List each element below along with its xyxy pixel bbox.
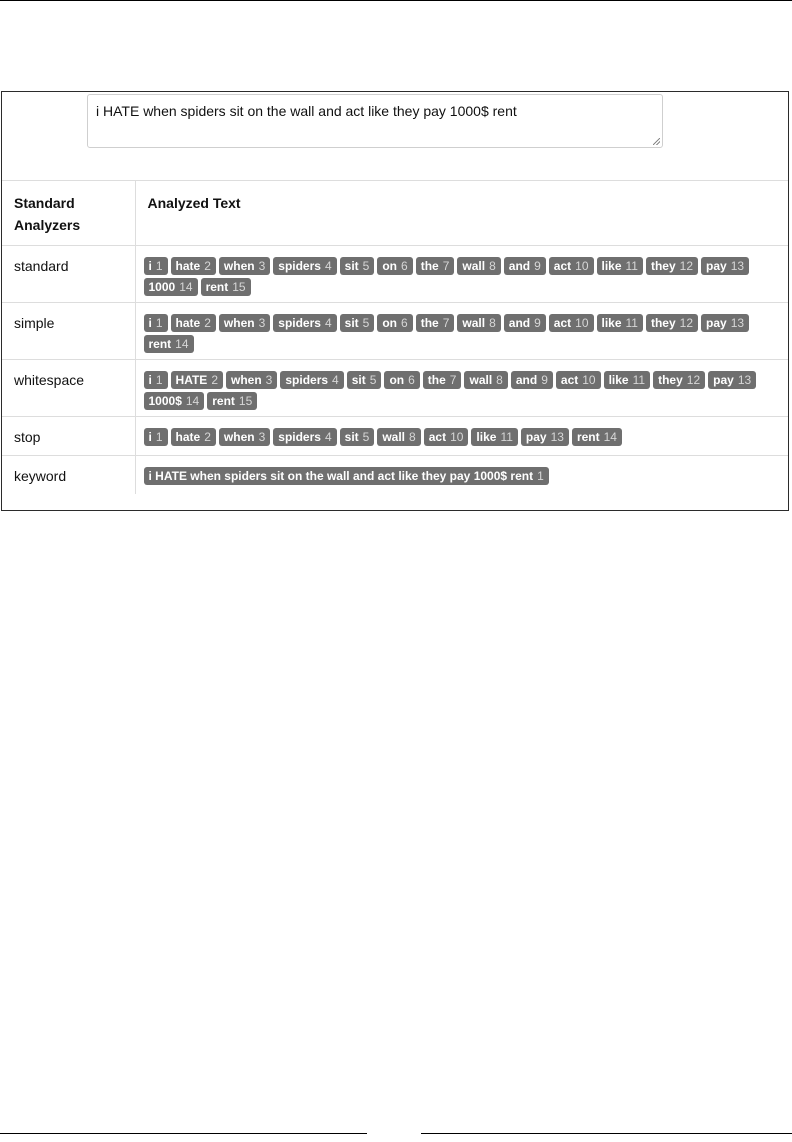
token-text: when: [223, 316, 255, 330]
token-badge: [701, 314, 749, 332]
token-position: 7: [442, 259, 450, 273]
token-position: 9: [541, 373, 548, 387]
analyzed-tokens-cell: [135, 456, 788, 495]
table-row: [2, 456, 788, 495]
analyzer-name: stop: [2, 417, 135, 456]
token-text: i: [148, 259, 152, 273]
token-text: pay: [706, 316, 727, 330]
token-badge: [273, 428, 336, 446]
token-badge: [171, 428, 216, 446]
analyzed-tokens-cell: [135, 303, 788, 360]
token-text: on: [382, 316, 398, 330]
token-badge: [646, 257, 698, 275]
token-text: rent: [212, 394, 235, 408]
analyzer-results-table: [2, 180, 788, 494]
token-position: 12: [686, 373, 701, 387]
token-badge: [384, 371, 419, 389]
token-position: 10: [575, 259, 589, 273]
token-position: 2: [204, 316, 211, 330]
token-text: rent: [576, 430, 600, 444]
token-position: 5: [362, 430, 370, 444]
token-badge: [219, 314, 270, 332]
token-badge: [144, 314, 168, 332]
token-text: sit: [344, 316, 359, 330]
token-badge: [280, 371, 343, 389]
token-position: 8: [496, 373, 503, 387]
token-badge: [464, 371, 507, 389]
token-position: 2: [211, 373, 218, 387]
token-position: 5: [369, 373, 377, 387]
token-badge: [457, 257, 500, 275]
token-position: 4: [324, 430, 332, 444]
token-position: 14: [175, 337, 189, 351]
token-badge: [219, 257, 270, 275]
analyzer-name: whitespace: [2, 360, 135, 417]
token-badge: [653, 371, 705, 389]
token-badge: [572, 428, 622, 446]
analyzed-tokens-cell: [135, 246, 788, 303]
resize-handle-icon[interactable]: [653, 138, 660, 145]
token-badge: [556, 371, 601, 389]
token-text: act: [553, 316, 572, 330]
token-position: 13: [730, 316, 745, 330]
token-text: spiders: [285, 373, 329, 387]
token-badge: [511, 371, 553, 389]
token-position: 14: [603, 430, 617, 444]
token-text: i: [148, 430, 152, 444]
token-position: 14: [179, 280, 193, 294]
token-badge: [597, 257, 643, 275]
token-text: hate: [175, 316, 201, 330]
token-badge: [144, 467, 549, 485]
token-badge: [144, 392, 205, 410]
token-text: hate: [175, 430, 201, 444]
token-text: when: [223, 430, 255, 444]
token-badge: [171, 371, 223, 389]
table-header-row: [2, 181, 788, 246]
token-position: 1: [155, 316, 163, 330]
token-text: sit: [351, 373, 366, 387]
analyze-text-input[interactable]: [87, 94, 663, 148]
token-position: 13: [550, 430, 564, 444]
token-text: the: [427, 373, 446, 387]
token-text: pay: [713, 373, 734, 387]
token-badge: [219, 428, 270, 446]
token-badge: [504, 257, 546, 275]
token-badge: [521, 428, 569, 446]
token-badge: [144, 335, 194, 353]
token-badge: [144, 257, 168, 275]
token-text: on: [382, 259, 398, 273]
token-text: and: [508, 316, 531, 330]
token-badge: [171, 257, 216, 275]
token-position: 11: [625, 316, 638, 330]
token-position: 3: [265, 373, 273, 387]
token-text: i HATE when spiders sit on the wall and act like they pay 1000$ rent: [148, 469, 534, 483]
token-position: 13: [730, 259, 745, 273]
token-text: hate: [175, 259, 201, 273]
token-position: 11: [500, 430, 513, 444]
token-text: i: [148, 316, 152, 330]
token-text: HATE: [175, 373, 208, 387]
token-text: spiders: [278, 259, 321, 273]
token-position: 3: [258, 430, 266, 444]
analyzer-name: standard: [2, 246, 135, 303]
token-badge: [377, 257, 412, 275]
analyze-text-value: i HATE when spiders sit on the wall and act like they pay 1000$ rent: [96, 103, 517, 119]
token-list: [144, 257, 781, 296]
token-position: 6: [401, 259, 408, 273]
token-text: act: [560, 373, 579, 387]
token-position: 6: [408, 373, 415, 387]
table-row: [2, 246, 788, 303]
token-text: the: [420, 259, 439, 273]
token-badge: [340, 428, 375, 446]
token-position: 12: [679, 316, 694, 330]
token-badge: [597, 314, 643, 332]
table-row: [2, 417, 788, 456]
token-badge: [471, 428, 517, 446]
token-text: i: [148, 373, 152, 387]
token-text: spiders: [278, 430, 321, 444]
analyzed-tokens-cell: [135, 417, 788, 456]
token-badge: [144, 371, 168, 389]
token-position: 3: [258, 259, 266, 273]
token-badge: [273, 314, 336, 332]
token-badge: [377, 428, 420, 446]
token-position: 5: [362, 316, 370, 330]
token-badge: [201, 278, 251, 296]
token-list: [144, 467, 781, 485]
token-position: 15: [238, 394, 253, 408]
token-text: they: [650, 259, 676, 273]
token-badge: [377, 314, 412, 332]
footer-rule-right: [421, 1133, 792, 1134]
token-badge: [708, 371, 756, 389]
token-position: 12: [679, 259, 694, 273]
token-badge: [604, 371, 650, 389]
token-text: rent: [148, 337, 172, 351]
token-list: [144, 314, 781, 353]
token-text: when: [223, 259, 255, 273]
token-text: rent: [205, 280, 229, 294]
token-position: 7: [442, 316, 450, 330]
token-position: 8: [409, 430, 416, 444]
token-position: 1: [155, 259, 163, 273]
token-text: pay: [525, 430, 547, 444]
token-text: like: [608, 373, 629, 387]
token-text: like: [601, 259, 622, 273]
token-position: 6: [401, 316, 408, 330]
token-position: 2: [204, 259, 211, 273]
token-text: sit: [344, 430, 359, 444]
token-badge: [549, 314, 594, 332]
token-list: [144, 371, 781, 410]
analyzed-tokens-cell: [135, 360, 788, 417]
token-position: 9: [534, 259, 541, 273]
analyzer-name: simple: [2, 303, 135, 360]
token-badge: [549, 257, 594, 275]
token-position: 13: [737, 373, 752, 387]
token-badge: [423, 371, 462, 389]
token-position: 4: [324, 316, 332, 330]
token-badge: [144, 428, 168, 446]
token-badge: [340, 257, 375, 275]
analyzer-panel: [1, 91, 789, 511]
token-position: 11: [632, 373, 646, 387]
token-text: 1000: [148, 280, 176, 294]
token-badge: [207, 392, 257, 410]
token-badge: [416, 257, 455, 275]
token-text: 1000$: [148, 394, 182, 408]
token-text: and: [508, 259, 531, 273]
token-position: 10: [450, 430, 464, 444]
token-position: 1: [155, 430, 163, 444]
token-badge: [646, 314, 698, 332]
token-position: 5: [362, 259, 370, 273]
token-position: 8: [489, 259, 496, 273]
token-text: on: [389, 373, 405, 387]
token-position: 3: [258, 316, 266, 330]
token-position: 4: [332, 373, 339, 387]
token-badge: [424, 428, 469, 446]
token-text: sit: [344, 259, 359, 273]
token-badge: [273, 257, 336, 275]
token-text: pay: [706, 259, 727, 273]
token-text: when: [231, 373, 262, 387]
token-badge: [416, 314, 455, 332]
token-text: the: [420, 316, 439, 330]
page-top-rule: [0, 0, 792, 1]
header-standard-analyzers: Standard Analyzers: [2, 181, 135, 246]
token-position: 8: [489, 316, 496, 330]
table-row: [2, 303, 788, 360]
header-analyzed-text: Analyzed Text: [135, 181, 788, 246]
token-badge: [347, 371, 382, 389]
token-badge: [144, 278, 198, 296]
token-position: 15: [232, 280, 246, 294]
token-position: 14: [185, 394, 200, 408]
token-text: spiders: [278, 316, 321, 330]
token-text: they: [650, 316, 676, 330]
table-row: [2, 360, 788, 417]
token-position: 4: [324, 259, 332, 273]
analyzer-name: keyword: [2, 456, 135, 495]
token-text: like: [476, 430, 497, 444]
footer-rule-left: [0, 1133, 367, 1134]
token-position: 10: [575, 316, 589, 330]
token-position: 11: [625, 259, 638, 273]
token-badge: [701, 257, 749, 275]
token-text: wall: [469, 373, 493, 387]
token-badge: [226, 371, 277, 389]
token-list: [144, 428, 781, 446]
token-badge: [504, 314, 546, 332]
token-badge: [171, 314, 216, 332]
token-badge: [340, 314, 375, 332]
token-text: wall: [462, 259, 486, 273]
token-position: 10: [582, 373, 596, 387]
token-text: wall: [382, 430, 406, 444]
token-position: 2: [204, 430, 211, 444]
token-text: act: [428, 430, 447, 444]
token-position: 7: [449, 373, 457, 387]
token-position: 9: [534, 316, 541, 330]
token-text: wall: [462, 316, 486, 330]
token-text: and: [515, 373, 538, 387]
token-text: they: [658, 373, 683, 387]
token-text: like: [601, 316, 622, 330]
token-badge: [457, 314, 500, 332]
token-position: 1: [537, 469, 544, 483]
token-position: 1: [155, 373, 163, 387]
token-text: act: [553, 259, 572, 273]
